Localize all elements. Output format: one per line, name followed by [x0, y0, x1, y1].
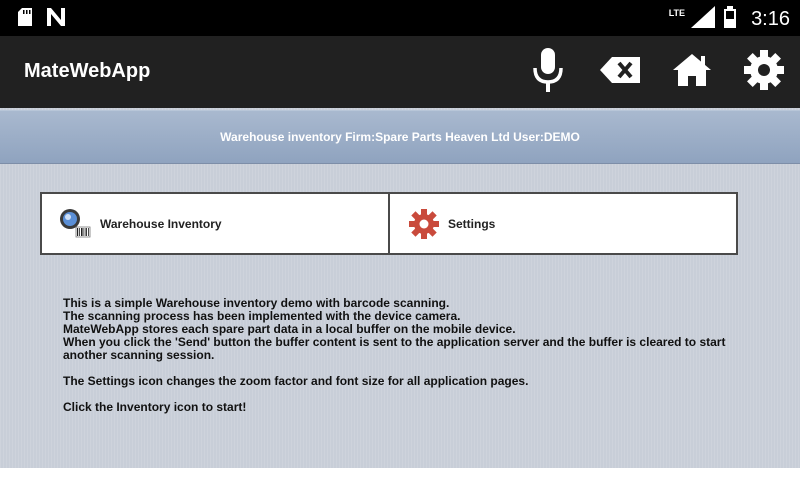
description-line: When you click the 'Send' button the buffer content is sent to the application server and the buffer is cleared to start another scanning session.: [63, 335, 726, 362]
status-bar: [0, 0, 800, 36]
backspace-button[interactable]: [594, 46, 646, 98]
home-icon: [671, 52, 713, 93]
description-line: The scanning process has been implemented with the device camera.: [63, 309, 461, 323]
battery-icon: [723, 6, 737, 33]
app-title: MateWebApp: [24, 60, 151, 82]
microphone-icon: [531, 46, 565, 99]
clock: 3:16: [751, 8, 790, 30]
sd-card-icon: [18, 8, 32, 31]
gear-icon: [408, 208, 440, 240]
description-line: MateWebApp stores each spare part data in a local buffer on the mobile device.: [63, 322, 516, 336]
settings-button[interactable]: [738, 46, 790, 98]
description-text: [63, 297, 743, 414]
barcode-scanner-icon: [58, 207, 92, 241]
signal-icon: [691, 6, 715, 33]
network-type: LTE: [668, 7, 686, 18]
description-line: The Settings icon changes the zoom factor and font size for all application pages.: [63, 374, 529, 388]
backspace-icon: [600, 57, 640, 88]
settings-label: Settings: [448, 216, 496, 231]
footer-strip: [0, 468, 800, 480]
header-text: Warehouse inventory Firm:Spare Parts Heaven Ltd User:DEMO: [220, 130, 580, 144]
main-menu: [40, 192, 738, 255]
settings-menu-button[interactable]: [390, 194, 736, 253]
home-button[interactable]: [666, 46, 718, 98]
warehouse-inventory-button[interactable]: [42, 194, 390, 253]
description-line: Click the Inventory icon to start!: [63, 400, 247, 414]
warehouse-inventory-label: Warehouse Inventory: [100, 216, 222, 231]
settings-gear-icon: [743, 49, 785, 96]
info-header: [0, 110, 800, 164]
app-bar: [0, 36, 800, 108]
n-notification-icon: [46, 8, 66, 31]
main-content: [0, 108, 800, 468]
microphone-button[interactable]: [522, 46, 574, 98]
description-line: This is a simple Warehouse inventory demo with barcode scanning.: [63, 296, 450, 310]
